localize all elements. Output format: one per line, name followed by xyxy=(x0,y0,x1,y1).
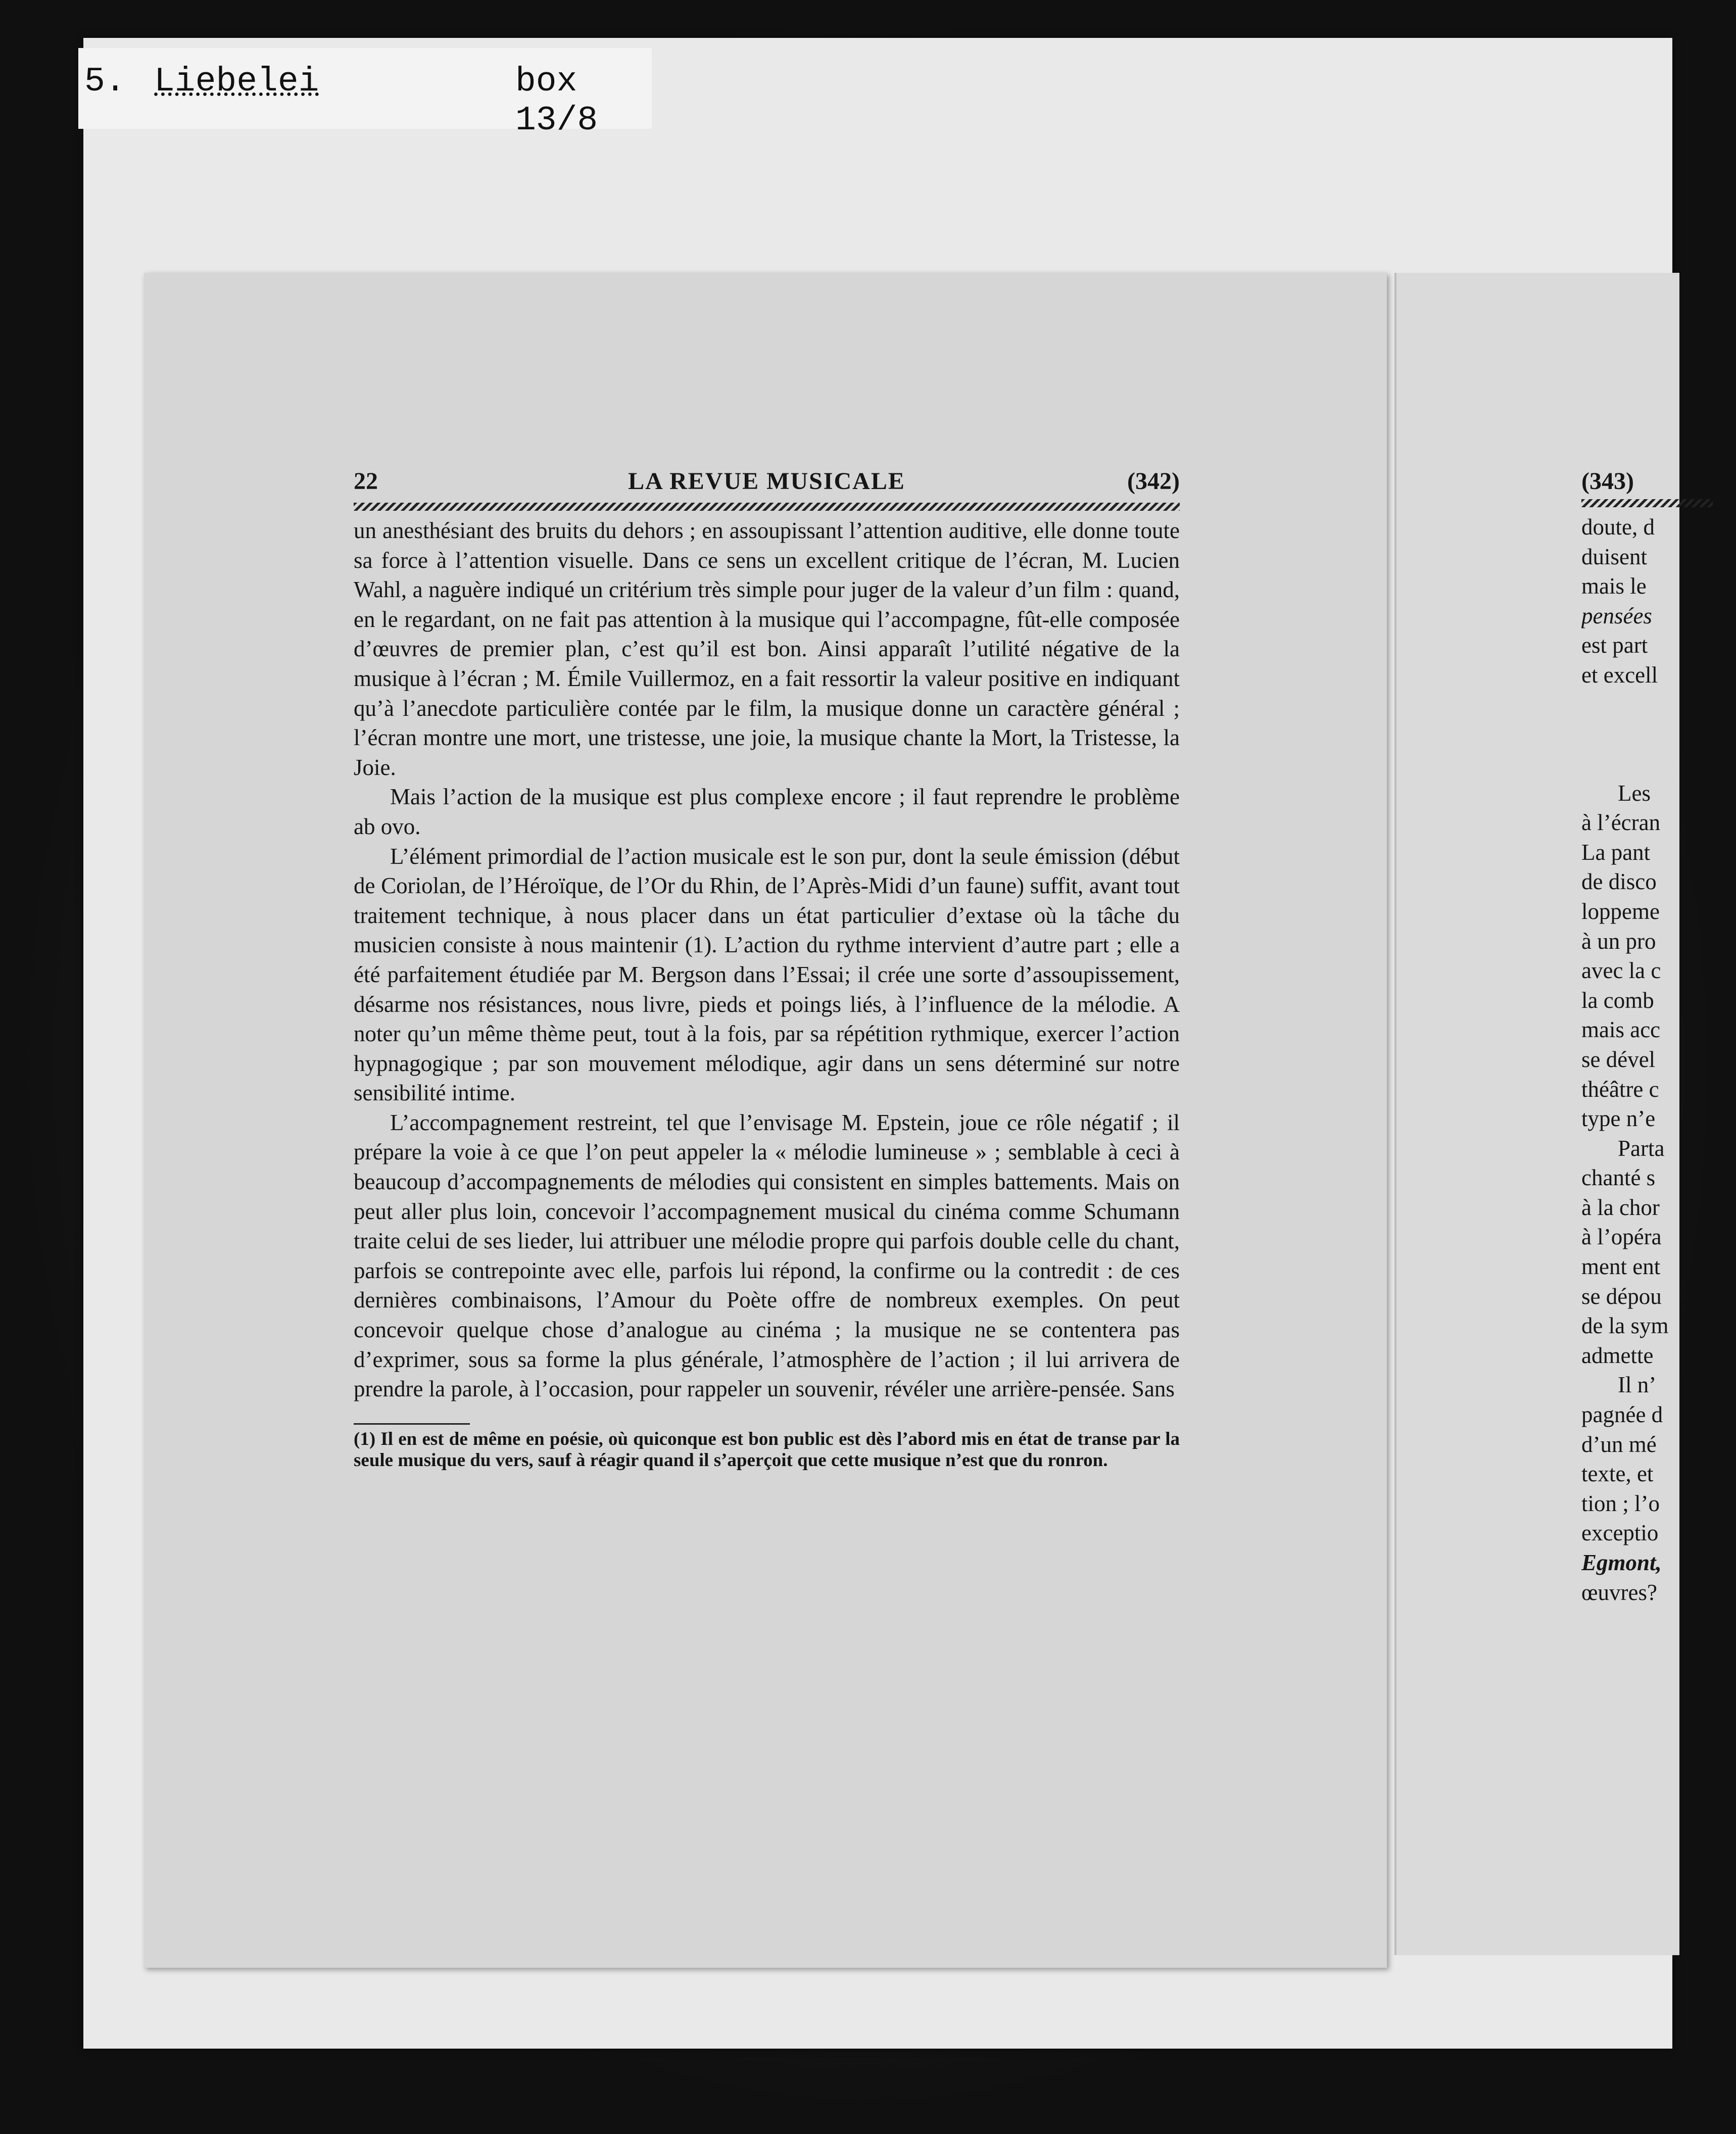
text-line: avec la c xyxy=(1581,958,1661,984)
text-line: d’un mé xyxy=(1581,1431,1657,1457)
right-lines-top xyxy=(1581,512,1723,690)
text-line: la comb xyxy=(1581,987,1654,1013)
paragraph: Mais l’action de la musique est plus complexe encore ; il faut reprendre le problème ab ovo. xyxy=(354,784,1180,839)
right-ornamental-rule xyxy=(1581,499,1713,507)
page-folio: 22 xyxy=(354,468,378,495)
text-line: Les xyxy=(1618,780,1651,806)
text-line: à un pro xyxy=(1581,928,1656,954)
running-head xyxy=(354,467,1180,499)
text-line: tion ; l’o xyxy=(1581,1490,1660,1516)
text-line: et excell xyxy=(1581,662,1658,688)
text-line: loppeme xyxy=(1581,898,1660,924)
paragraph: L’élément primordial de l’action musicale est le son pur, dont la seule émission (début de Coriolan, de l’Héroïque, de l’Or du Rhin, de l’Après-Midi d’un faune) suffit, avant tout traitement technique, à nous placer dans un état particulier d’extase où la tâche du musicien consiste à nous maintenir (1). L’action du rythme intervient d’autre part ; elle a été parfaitement étudiée par M. Bergson dans l’Essai; il crée une sorte d’assoupissement, désarme nos résistances, nous livre, pieds et poings liés, à l’influence de la mélodie. A noter qu’un même thème peut, tout à la fois, par sa répétition rythmique, exercer l’action hypnagogique ; par son mouvement mélodique, agir dans un sens déterminé sur notre sensibilité intime. xyxy=(354,843,1180,1106)
text-line: mais acc xyxy=(1581,1017,1661,1043)
text-line: exceptio xyxy=(1581,1520,1659,1546)
text-line: texte, et xyxy=(1581,1461,1654,1487)
text-line: duisent xyxy=(1581,544,1647,569)
footnote: (1) Il en est de même en poésie, où quiconque est bon public est dès l’abord mis en état de transe par la seule musique du vers, sauf à réagir quand il s’aperçoit que cette musique n’est que du ronron. xyxy=(354,1428,1180,1471)
archive-box: box 13/8 xyxy=(515,62,598,140)
text-line: pagnée d xyxy=(1581,1402,1663,1428)
ornamental-rule xyxy=(354,503,1180,511)
text-line: théâtre c xyxy=(1581,1076,1659,1102)
journal-title: LA REVUE MUSICALE xyxy=(628,468,905,495)
text-line: La pant xyxy=(1581,839,1651,865)
text-line: ment ent xyxy=(1581,1254,1661,1280)
text-line: à l’opéra xyxy=(1581,1224,1662,1250)
paragraph: un anesthésiant des bruits du dehors ; en assoupissant l’attention auditive, elle donne toute sa force à l’attention visuelle. Dans ce sens un excellent critique de l’écran, M. Lucien Wahl, a naguère indiqué un critérium très simple pour juger de la valeur d’un film : quand, en le regardant, on ne fait pas attention à la musique qui l’accompagne, fût-elle composée d’œuvres de premier plan, c’est qu’il est bon. Ainsi apparaît l’utilité négative de la musique à l’écran ; M. Émile Vuillermoz, en a fait ressortir la valeur positive en indiquant qu’à l’anecdote particulière contée par le film, la musique donne un caractère général ; l’écran montre une mort, une tristesse, une joie, la musique chante la Mort, la Tristesse, la Joie. xyxy=(354,518,1180,780)
text-line: de la sym xyxy=(1581,1313,1669,1339)
article-body xyxy=(354,516,1180,1404)
page-number: (342) xyxy=(1127,468,1180,495)
text-line: à l’écran xyxy=(1581,810,1661,836)
left-page-column xyxy=(354,467,1180,1471)
text-line: Egmont, xyxy=(1581,1550,1662,1575)
text-line: Il n’ xyxy=(1618,1372,1657,1398)
text-line: admette xyxy=(1581,1342,1654,1368)
text-line: mais le xyxy=(1581,573,1647,599)
text-line: est part xyxy=(1581,633,1648,658)
text-line: à la chor xyxy=(1581,1194,1660,1220)
text-line: Parta xyxy=(1618,1135,1665,1161)
text-line: se dével xyxy=(1581,1046,1656,1072)
right-page-column xyxy=(1581,467,1723,1680)
text-line: se dépou xyxy=(1581,1283,1662,1309)
section-gap xyxy=(1581,690,1723,779)
archive-label xyxy=(78,48,652,140)
text-line: type n’e xyxy=(1581,1106,1656,1132)
text-line: doute, d xyxy=(1581,514,1655,540)
footnote-rule xyxy=(354,1423,470,1425)
right-lines-bottom xyxy=(1581,779,1723,1608)
text-line: œuvres? xyxy=(1581,1579,1657,1605)
archive-number: 5. xyxy=(84,62,126,101)
text-line: pensées xyxy=(1581,603,1652,628)
paragraph: L’accompagnement restreint, tel que l’envisage M. Epstein, joue ce rôle négatif ; il prépare la voie à ce que l’on peut appeler la « mélodie lumineuse » ; semblable à ceci à beaucoup d’accompagnements de mélodies qui consistent en simples battements. Mais on peut aller plus loin, concevoir l’accompagnement musical du cinéma comme Schumann traite celui de ses lieder, lui attribuer une mélodie propre qui parfois double celle du chant, parfois se contrepointe avec elle, parfois lui répond, la confirme ou la contredit : de ces dernières combinaisons, l’Amour du Poète offre de nombreux exemples. On peut concevoir quelque chose d’analogue au cinéma ; la musique ne se contentera pas d’exprimer, sous sa forme la plus générale, l’atmosphère de l’action ; il lui arrivera de prendre la parole, à l’occasion, pour rappeler un souvenir, révéler une arrière-pensée. Sans xyxy=(354,1109,1180,1402)
right-page-number: (343) xyxy=(1581,468,1634,495)
text-line: chanté s xyxy=(1581,1165,1656,1191)
text-line: de disco xyxy=(1581,869,1657,895)
archive-title: Liebelei xyxy=(154,62,319,101)
